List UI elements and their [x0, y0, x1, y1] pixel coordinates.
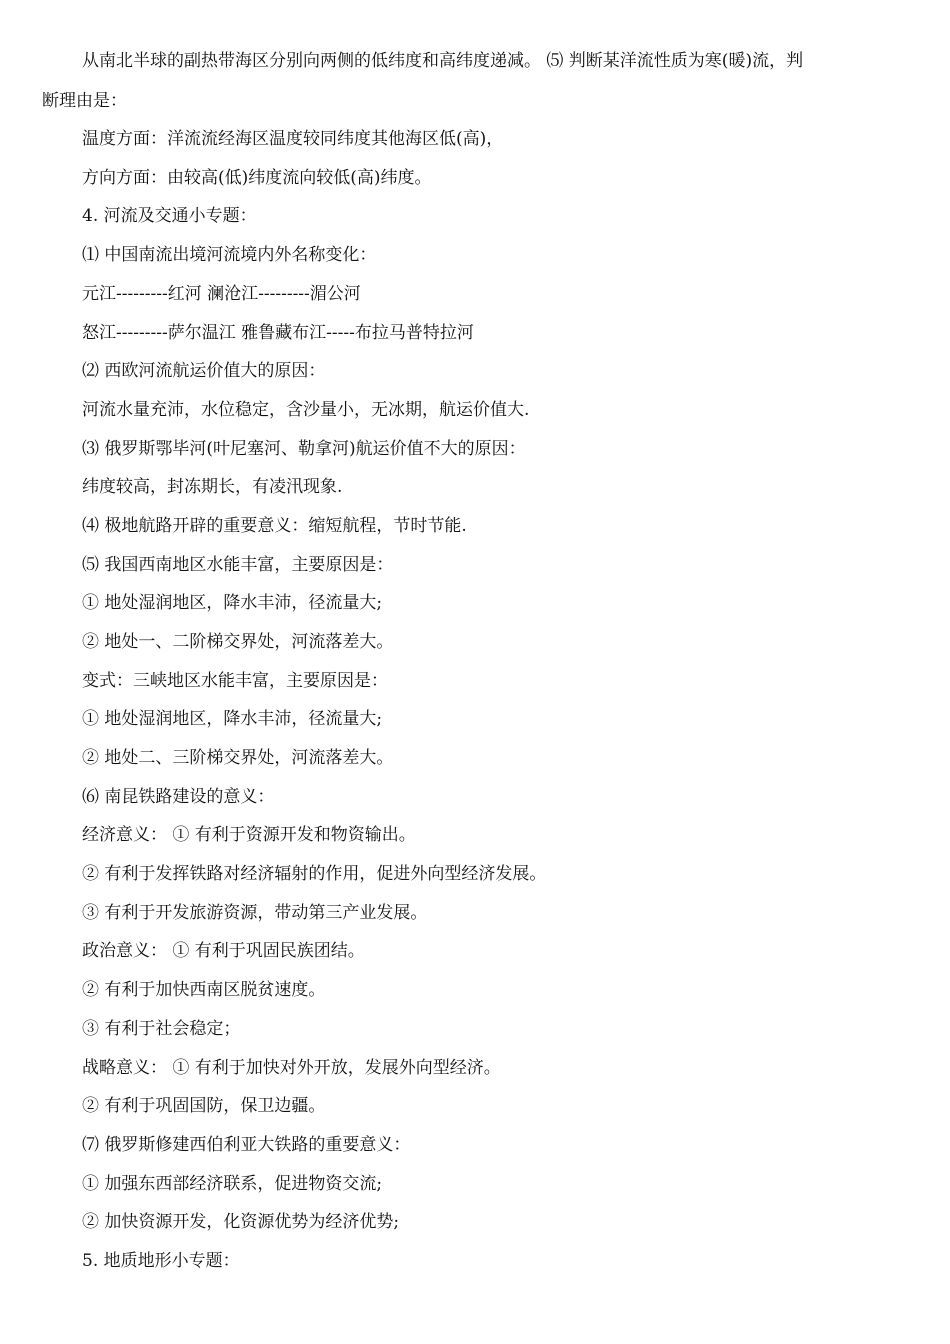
- text-line-14: ⑸ 我国西南地区水能丰富，主要原因是：: [82, 555, 394, 575]
- text-line-8: 怒江---------萨尔温江 雅鲁藏布江-----布拉马普特拉河: [82, 323, 474, 343]
- text-line-18: ① 地处湿润地区，降水丰沛，径流量大;: [82, 709, 383, 729]
- text-line-20: ⑹ 南昆铁路建设的意义：: [82, 787, 275, 807]
- text-line-4: 方向方面：由较高(低)纬度流向较低(高)纬度。: [82, 168, 432, 188]
- text-line-21: 经济意义： ① 有利于资源开发和物资输出。: [82, 825, 416, 845]
- text-line-7: 元江---------红河 澜沧江---------湄公河: [82, 284, 361, 304]
- text-line-16: ② 地处一、二阶梯交界处，河流落差大。: [82, 632, 394, 652]
- text-line-15: ① 地处湿润地区，降水丰沛，径流量大;: [82, 593, 383, 613]
- text-line-24: 政治意义： ① 有利于巩固民族团结。: [82, 941, 365, 961]
- text-line-10: 河流水量充沛，水位稳定，含沙量小，无冰期，航运价值大.: [82, 400, 530, 420]
- text-line-27: 战略意义： ① 有利于加快对外开放，发展外向型经济。: [82, 1058, 501, 1078]
- text-line-28: ② 有利于巩固国防，保卫边疆。: [82, 1096, 326, 1116]
- text-line-9: ⑵ 西欧河流航运价值大的原因：: [82, 361, 326, 381]
- text-line-31: ② 加快资源开发，化资源优势为经济优势;: [82, 1212, 400, 1232]
- text-line-26: ③ 有利于社会稳定；: [82, 1019, 241, 1039]
- text-line-25: ② 有利于加快西南区脱贫速度。: [82, 980, 326, 1000]
- text-line-17: 变式：三峡地区水能丰富，主要原因是：: [82, 671, 388, 691]
- text-line-30: ① 加强东西部经济联系，促进物资交流;: [82, 1174, 383, 1194]
- text-line-2: 断理由是：: [42, 91, 127, 111]
- text-line-29: ⑺ 俄罗斯修建西伯利亚大铁路的重要意义：: [82, 1135, 411, 1155]
- text-line-3: 温度方面：洋流流经海区温度较同纬度其他海区低(高)，: [82, 129, 504, 149]
- text-line-19: ② 地处二、三阶梯交界处，河流落差大。: [82, 748, 394, 768]
- section-heading-rivers-transport: 4. 河流及交通小专题：: [82, 206, 257, 226]
- text-line-23: ③ 有利于开发旅游资源，带动第三产业发展。: [82, 903, 428, 923]
- text-line-6: ⑴ 中国南流出境河流境内外名称变化：: [82, 245, 377, 265]
- text-line-12: 纬度较高，封冻期长，有凌汛现象.: [82, 477, 343, 497]
- text-line-13: ⑷ 极地航路开辟的重要意义：缩短航程，节时节能.: [82, 516, 467, 536]
- text-line-11: ⑶ 俄罗斯鄂毕河(叶尼塞河、勒拿河)航运价值不大的原因：: [82, 439, 526, 459]
- text-line-1: 从南北半球的副热带海区分别向两侧的低纬度和高纬度递减。 ⑸ 判断某洋流性质为寒(暖)流，判: [82, 51, 804, 71]
- text-line-22: ② 有利于发挥铁路对经济辐射的作用，促进外向型经济发展。: [82, 864, 547, 884]
- section-heading-geology-landforms: 5. 地质地形小专题：: [82, 1251, 240, 1271]
